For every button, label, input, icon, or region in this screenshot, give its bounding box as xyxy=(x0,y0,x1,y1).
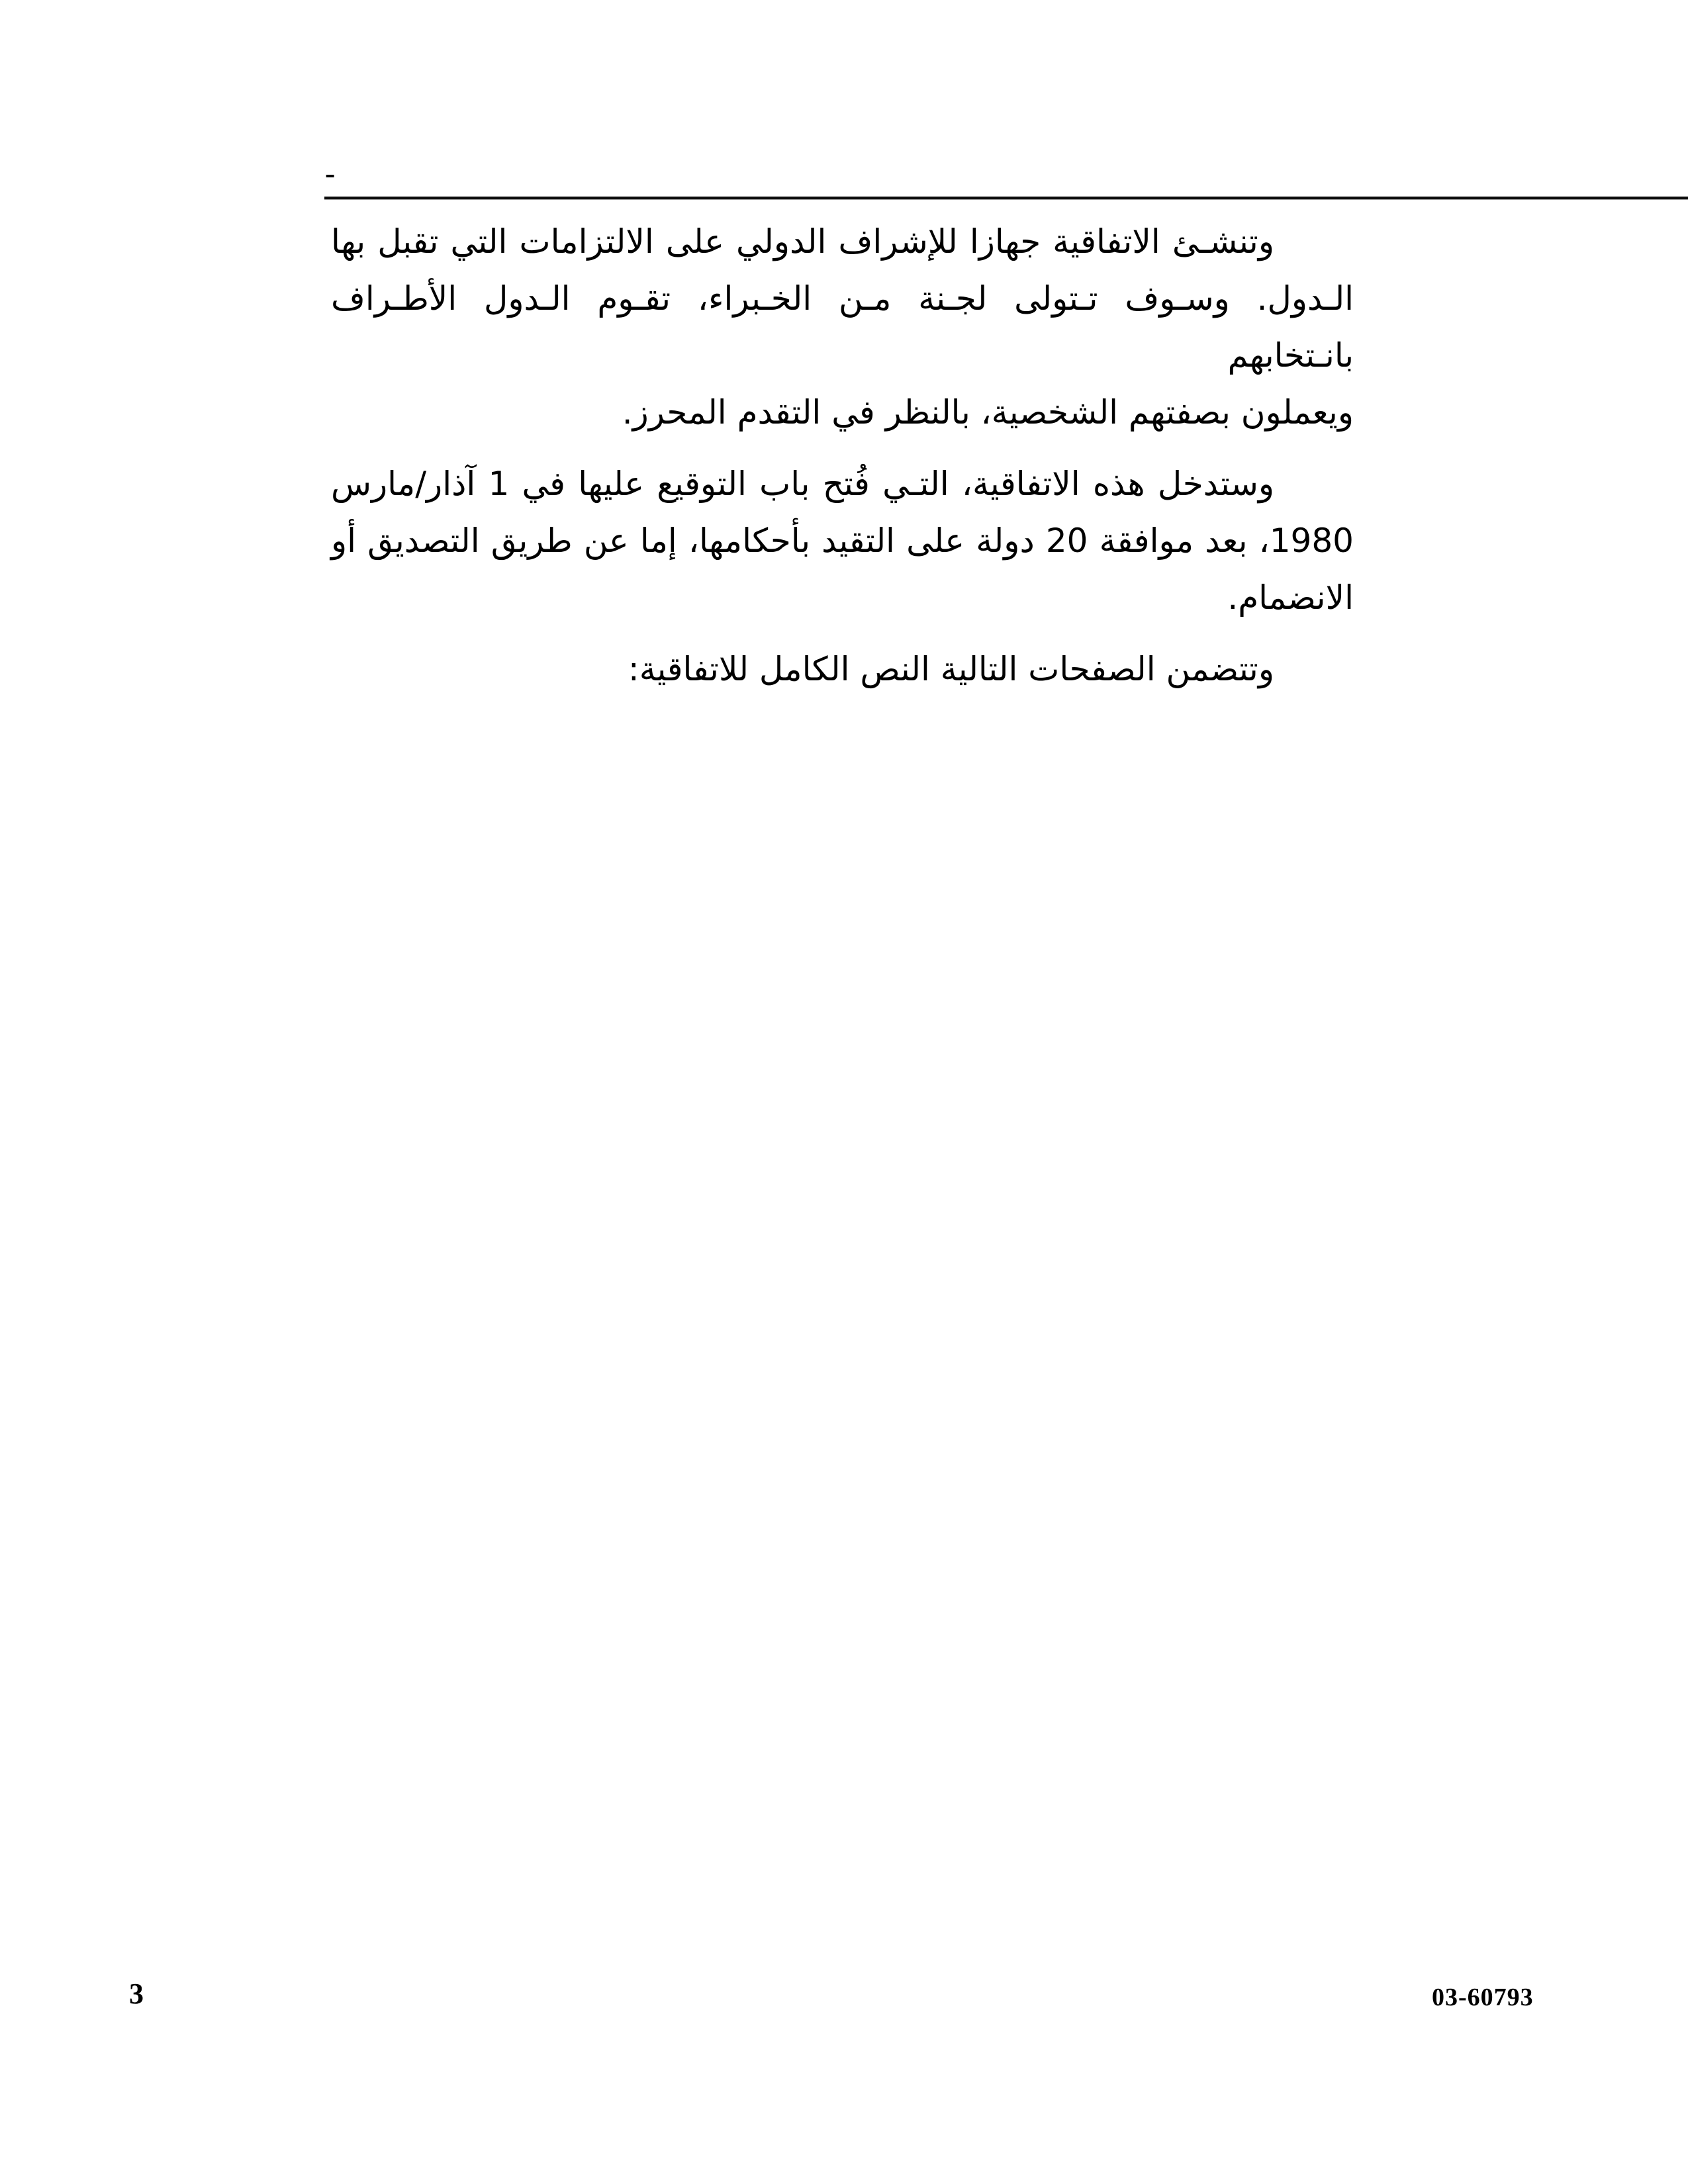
page-number: 3 xyxy=(129,1978,144,2010)
body-line: ويعملون بصفتهم الشخصية، بالنظر في التقدم المحرز. xyxy=(622,393,1354,432)
document-symbol: 03-60793 xyxy=(1432,1983,1534,2011)
body-line: 1980، بعد موافقة 20 دولة على التقيد بأحكامها، إما عن طريق التصديق أو xyxy=(331,522,1354,560)
body-line: وستدخل هذه الاتفاقية، التـي فُتح باب التوقيع عليها في 1 آذار/مارس xyxy=(331,465,1275,503)
body-line: الانضمام. xyxy=(1227,578,1354,617)
body-text xyxy=(331,213,1354,698)
header-dash-mark: - xyxy=(325,156,336,190)
paragraph-3 xyxy=(331,641,1354,698)
body-line: وتنشـئ الاتفاقية جهازا للإشراف الدولي على الالتزامات التي تقبل بها xyxy=(331,222,1274,261)
paragraph-1 xyxy=(331,213,1354,441)
header-rule xyxy=(324,197,1688,200)
body-line: وتتضمن الصفحات التالية النص الكامل للاتفاقية: xyxy=(628,650,1274,688)
paragraph-2 xyxy=(331,455,1354,626)
body-line: الـدول. وسـوف تـتولى لجـنة مـن الخـبراء، تقـوم الـدول الأطـراف بانـتخابهم xyxy=(331,279,1354,375)
